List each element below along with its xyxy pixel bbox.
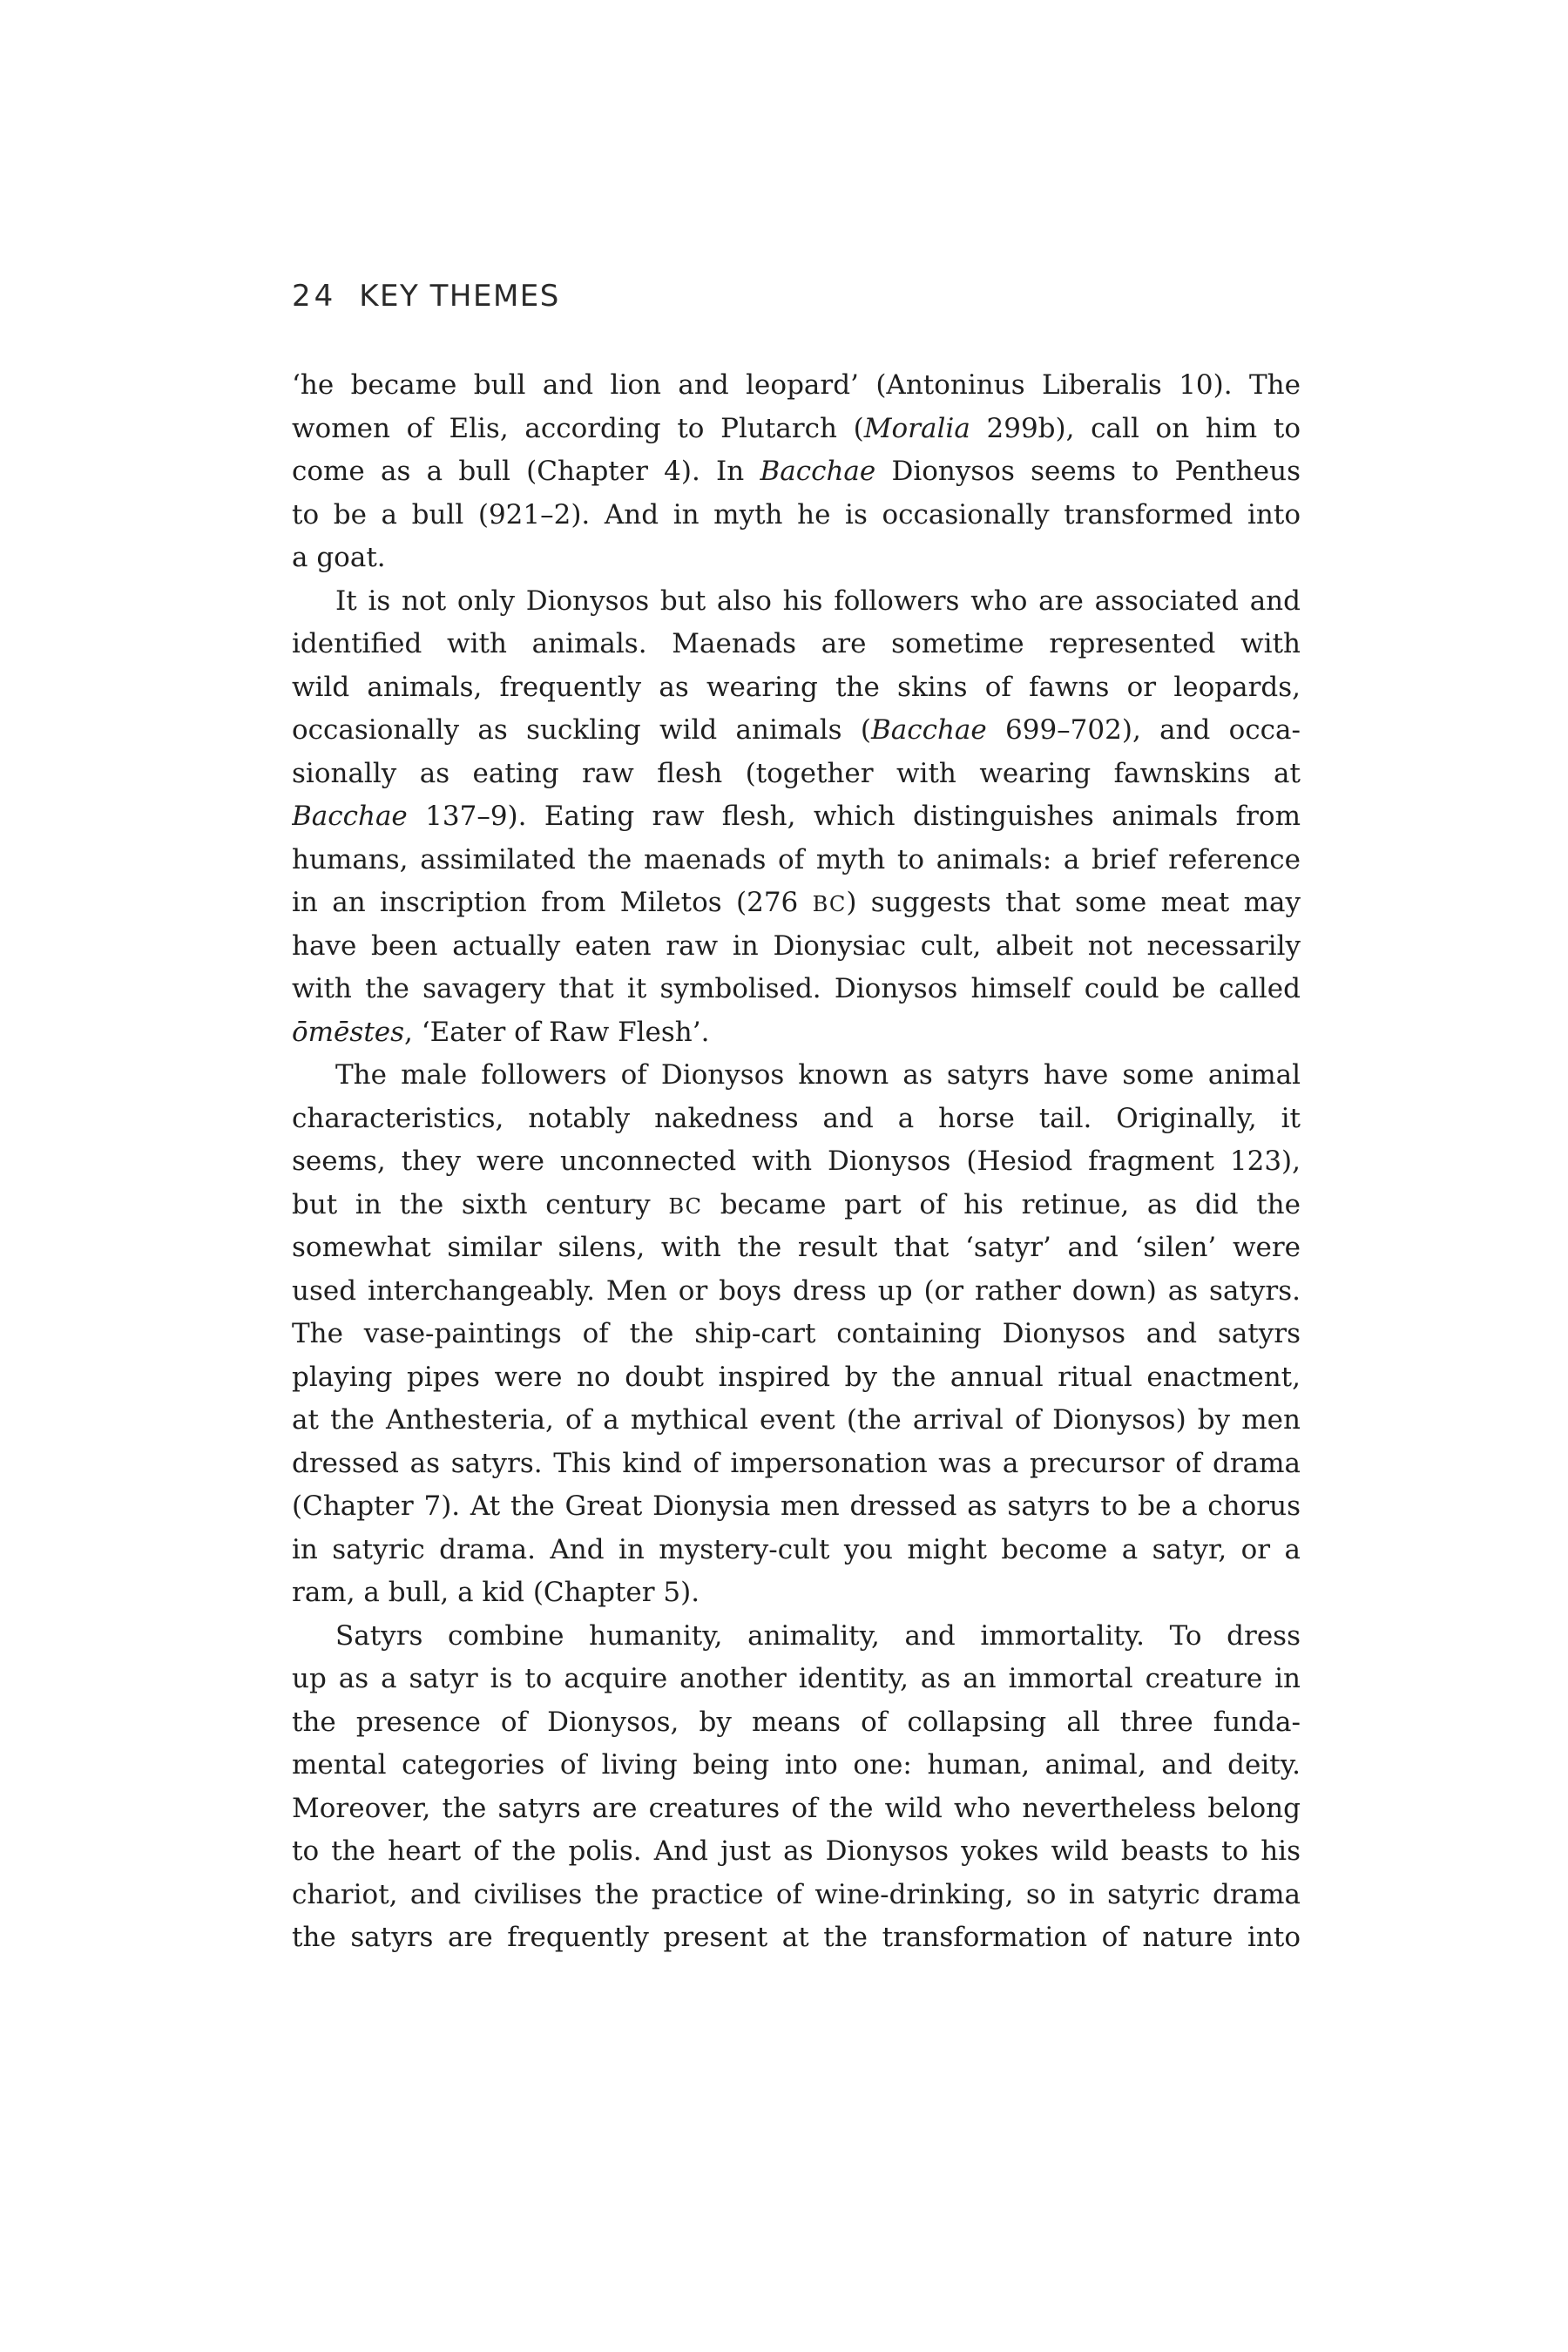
text-line: characteristics, notably nakedness and a horse tail. Originally, it: [292, 1102, 1301, 1134]
text-line: have been actually eaten raw in Dionysiac cult, albeit not necessarily: [292, 929, 1301, 962]
text-line: up as a satyr is to acquire another identity, as an immortal creature in: [292, 1663, 1301, 1694]
text-line: playing pipes were no doubt inspired by the annual ritual enactment,: [292, 1361, 1301, 1393]
text-line: come as a bull (Chapter 4). In Bacchae Dionysos seems to Pentheus: [292, 456, 1301, 487]
text-line: The male followers of Dionysos known as satyrs have some animal: [335, 1059, 1301, 1091]
text-line: humans, assimilated the maenads of myth to animals: a brief reference: [292, 843, 1301, 875]
text-line: a goat.: [292, 542, 386, 573]
text-line: Satyrs combine humanity, animality, and immortality. To dress: [335, 1619, 1301, 1652]
text-line: Moreover, the satyrs are creatures of the wild who nevertheless belong: [292, 1792, 1301, 1824]
text-line: occasionally as suckling wild animals (Bacchae 699–702), and occa-: [292, 714, 1301, 746]
text-line: wild animals, frequently as wearing the skins of fawns or leopards,: [292, 671, 1301, 703]
text-line: in satyric drama. And in mystery-cult you might become a satyr, or a: [292, 1533, 1301, 1565]
page-number: 24: [292, 279, 337, 314]
text-line: somewhat similar silens, with the result that ‘satyr’ and ‘silen’ were: [292, 1232, 1301, 1263]
text-line: with the savagery that it symbolised. Dionysos himself could be called: [292, 973, 1301, 1004]
text-line: ‘he became bull and lion and leopard’ (Antoninus Liberalis 10). The: [292, 369, 1301, 401]
text-line: but in the sixth century BC became part of his retinue, as did the: [292, 1188, 1301, 1220]
text-line: chariot, and civilises the practice of wine-drinking, so in satyric drama: [292, 1878, 1301, 1910]
text-line: at the Anthesteria, of a mythical event (the arrival of Dionysos) by men: [292, 1404, 1301, 1436]
text-line: in an inscription from Miletos (276 BC) suggests that some meat may: [292, 887, 1301, 918]
text-line: ram, a bull, a kid (Chapter 5).: [292, 1577, 700, 1608]
text-line: identified with animals. Maenads are sometime represented with: [292, 628, 1301, 659]
text-line: sionally as eating raw flesh (together with wearing fawnskins at: [292, 757, 1301, 789]
text-line: women of Elis, according to Plutarch (Moralia 299b), call on him to: [292, 412, 1301, 444]
text-line: seems, they were unconnected with Dionysos (Hesiod fragment 123),: [292, 1146, 1301, 1177]
text-line: It is not only Dionysos but also his followers who are associated and: [335, 585, 1301, 617]
body-text: [292, 364, 1301, 1960]
text-line: mental categories of living being into one: human, animal, and deity.: [292, 1749, 1301, 1781]
text-line: to be a bull (921–2). And in myth he is occasionally transformed into: [292, 498, 1301, 531]
text-line: the presence of Dionysos, by means of collapsing all three funda-: [292, 1706, 1301, 1738]
text-line: (Chapter 7). At the Great Dionysia men dressed as satyrs to be a chorus: [292, 1490, 1301, 1522]
text-line: ōmēstes, ‘Eater of Raw Flesh’.: [292, 1016, 710, 1048]
text-line: used interchangeably. Men or boys dress up (or rather down) as satyrs.: [292, 1274, 1301, 1307]
text-line: Bacchae 137–9). Eating raw flesh, which distinguishes animals from: [292, 801, 1301, 832]
text-line: the satyrs are frequently present at the transformation of nature into: [292, 1922, 1301, 1953]
text-line: The vase-paintings of the ship-cart containing Dionysos and satyrs: [292, 1318, 1301, 1349]
text-line: dressed as satyrs. This kind of impersonation was a precursor of drama: [292, 1447, 1301, 1479]
section-title: KEY THEMES: [359, 279, 560, 314]
text-line: to the heart of the polis. And just as Dionysos yokes wild beasts to his: [292, 1835, 1301, 1867]
running-head: [292, 279, 560, 314]
